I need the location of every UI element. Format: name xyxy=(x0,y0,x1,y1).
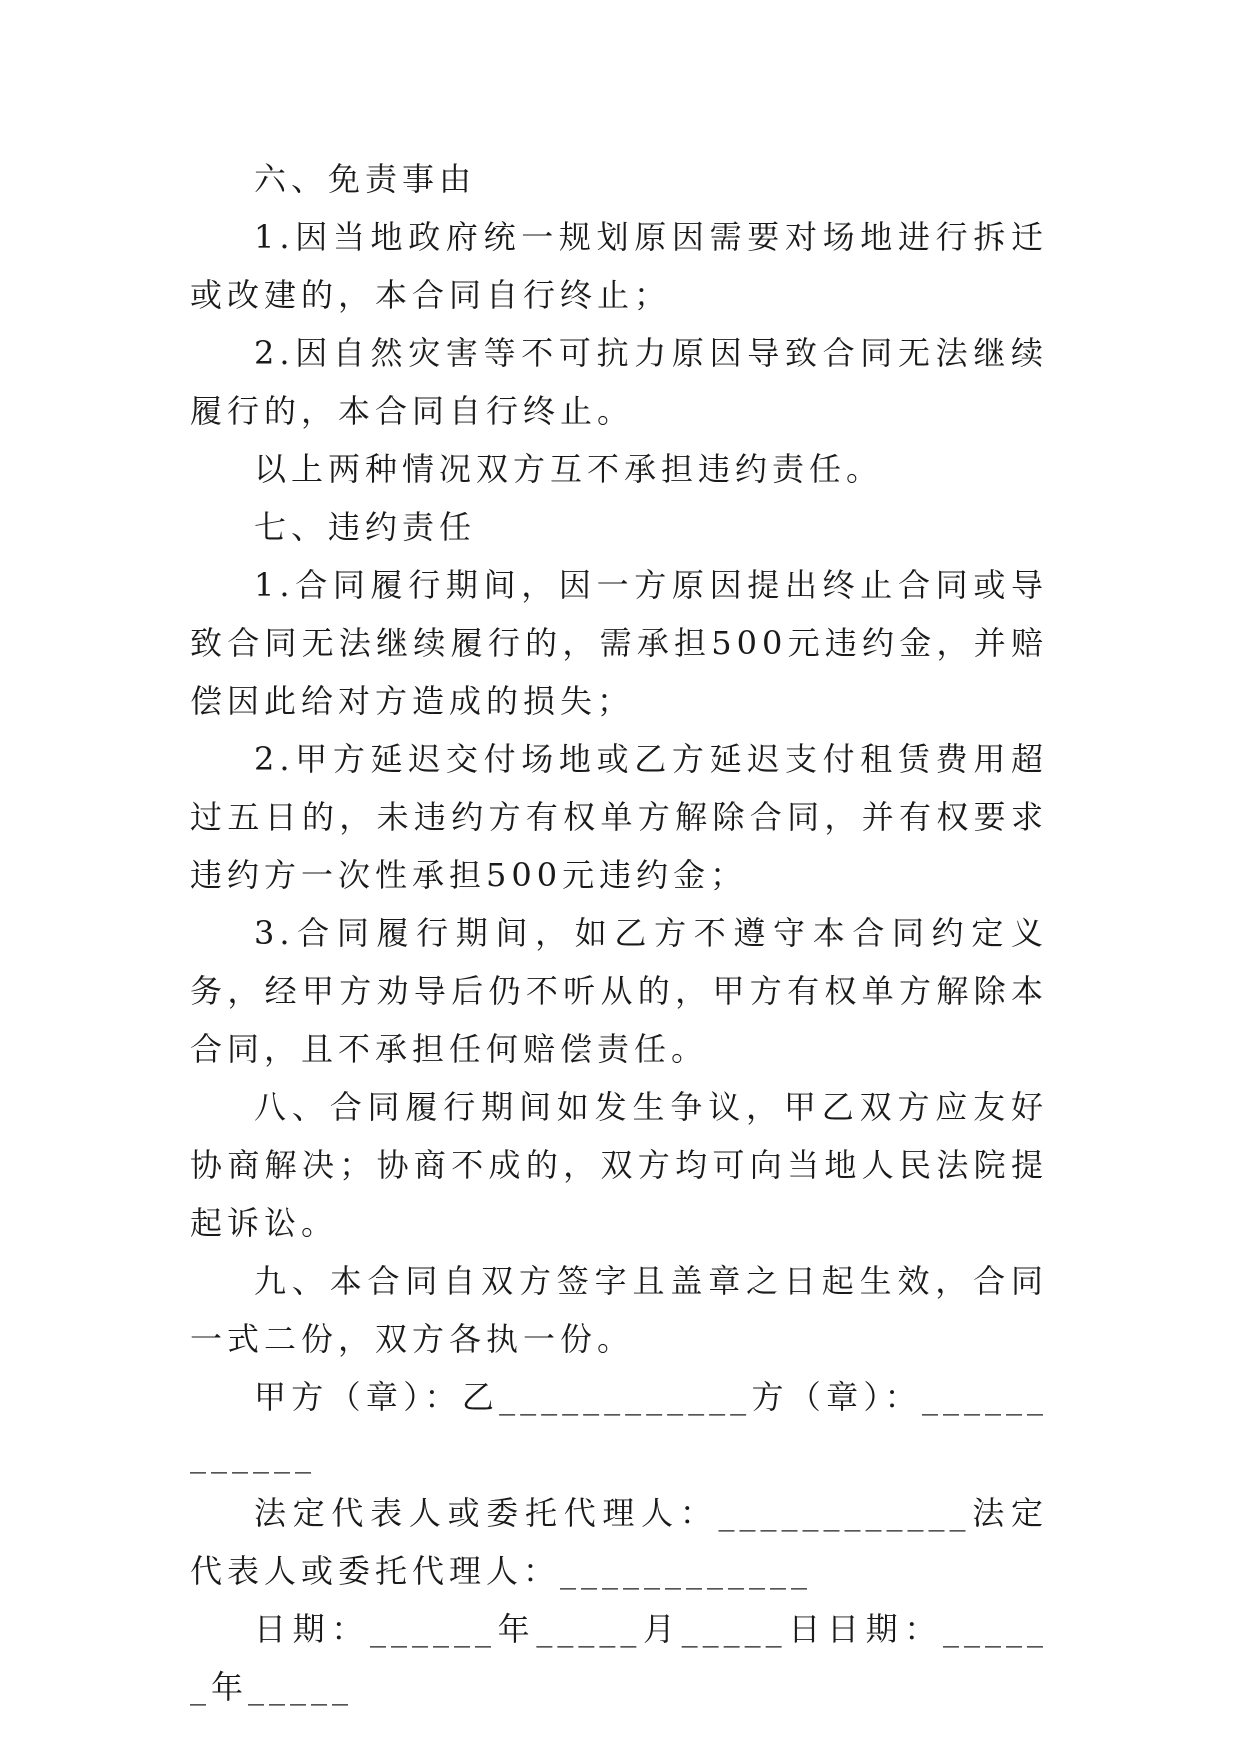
section-heading-breach: 七、违约责任 xyxy=(254,508,477,546)
signature-line-representative: 法定代表人或委托代理人：____________法定代表人或委托代理人：____________ xyxy=(190,1494,1048,1590)
breach-clause-3: 3.合同履行期间，如乙方不遵守本合同约定义务，经甲方劝导后仍不听从的，甲方有权单方解除本合同，且不承担任何赔偿责任。 xyxy=(190,914,1048,1068)
exemption-clause-1: 1.因当地政府统一规划原因需要对场地进行拆迁或改建的，本合同自行终止； xyxy=(190,218,1048,314)
effectiveness-clause: 九、本合同自双方签字且盖章之日起生效，合同一式二份，双方各执一份。 xyxy=(190,1262,1048,1358)
breach-clause-1: 1.合同履行期间，因一方原因提出终止合同或导致合同无法继续履行的，需承担500元违约金，并赔偿因此给对方造成的损失； xyxy=(190,566,1048,720)
breach-clause-2: 2.甲方延迟交付场地或乙方延迟支付租赁费用超过五日的，未违约方有权单方解除合同，并有权要求违约方一次性承担500元违约金； xyxy=(190,740,1048,894)
signature-line-date: 日期：______年_____月_____日日期：______年_____ xyxy=(190,1610,1048,1706)
document-body xyxy=(190,150,1048,1716)
exemption-summary: 以上两种情况双方互不承担违约责任。 xyxy=(254,450,884,488)
section-heading-exemption: 六、免责事由 xyxy=(254,160,477,198)
exemption-clause-2: 2.因自然灾害等不可抗力原因导致合同无法继续履行的，本合同自行终止。 xyxy=(190,334,1048,430)
dispute-clause: 八、合同履行期间如发生争议，甲乙双方应友好协商解决；协商不成的，双方均可向当地人民法院提起诉讼。 xyxy=(190,1088,1048,1242)
signature-line-seal: 甲方（章）：乙____________方（章）：____________ xyxy=(190,1378,1048,1474)
